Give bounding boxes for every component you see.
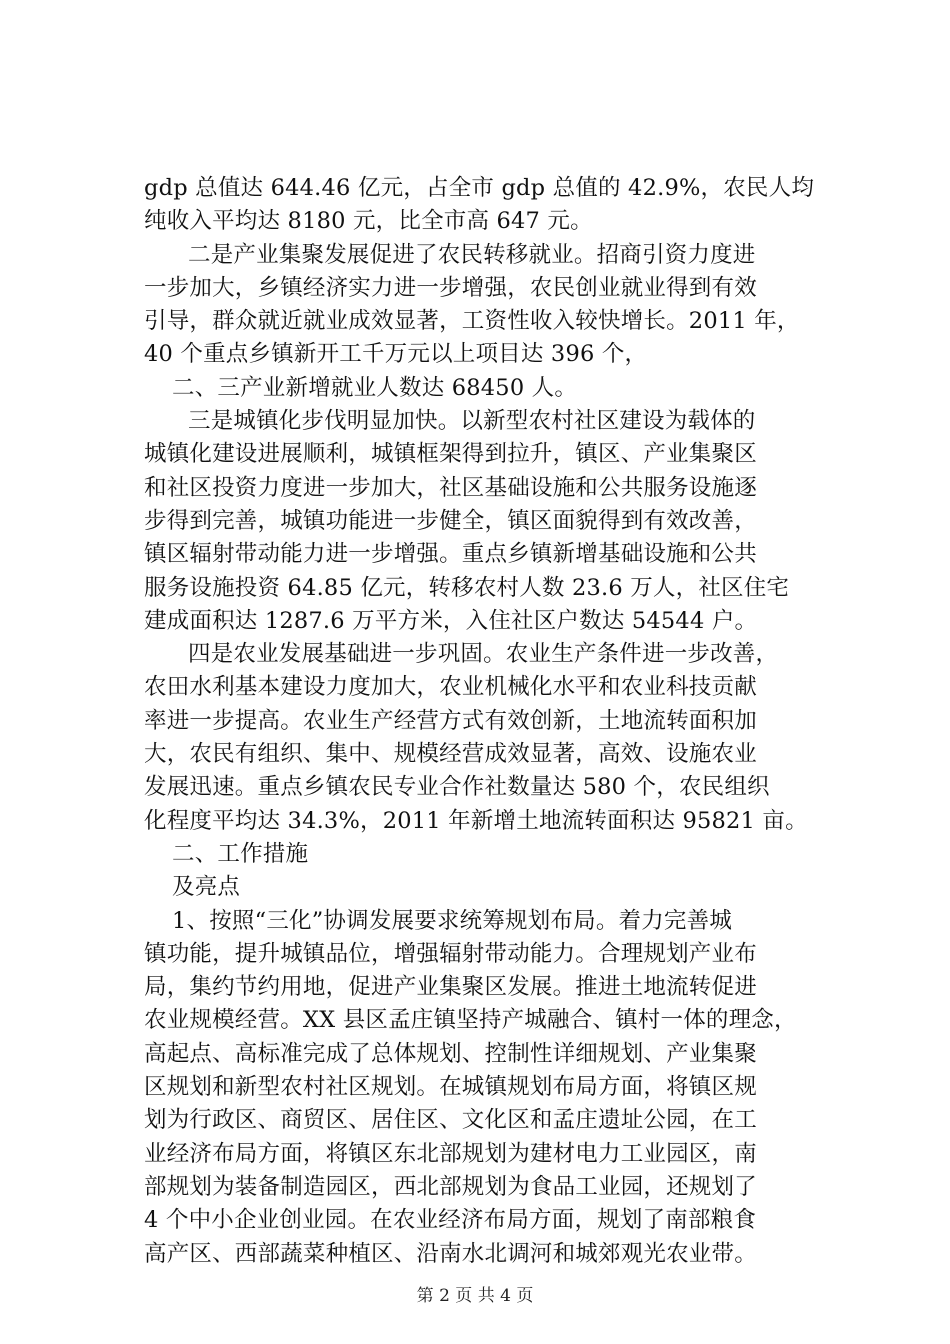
text-line: 纯收入平均达 8180 元，比全市高 647 元。 <box>144 208 593 235</box>
paragraph-start-line: 四是农业发展基础进一步巩固。农业生产条件进一步改善， <box>188 641 779 668</box>
text-line: 和社区投资力度进一步加大，社区基础设施和公共服务设施逐 <box>144 474 757 501</box>
text-line: 高起点、高标准完成了总体规划、控制性详细规划、产业集聚 <box>144 1040 757 1067</box>
paragraph-start-line: 二是产业集聚发展促进了农民转移就业。招商引资力度进 <box>188 241 756 268</box>
text-line: 一步加大，乡镇经济实力进一步增强，农民创业就业得到有效 <box>144 274 757 301</box>
text-line: 引导，群众就近就业成效显著，工资性收入较快增长。2011 年， <box>144 308 800 335</box>
text-line: 化程度平均达 34.3%，2011 年新增土地流转面积达 95821 亩。 <box>144 807 808 834</box>
text-line: 40 个重点乡镇新开工千万元以上项目达 396 个， <box>144 341 648 368</box>
text-line: 农田水利基本建设力度加大，农业机械化水平和农业科技贡献 <box>144 674 757 701</box>
text-line: 划为行政区、商贸区、居住区、文化区和孟庄遗址公园，在工 <box>144 1107 757 1134</box>
text-line: 区规划和新型农村社区规划。在城镇规划布局方面，将镇区规 <box>144 1074 757 1101</box>
text-line: 镇功能，提升城镇品位，增强辐射带动能力。合理规划产业布 <box>144 940 757 967</box>
text-line: 步得到完善，城镇功能进一步健全，镇区面貌得到有效改善， <box>144 507 757 534</box>
paragraph-start-line: 二、三产业新增就业人数达 68450 人。 <box>172 374 578 401</box>
text-line: 率进一步提高。农业生产经营方式有效创新，土地流转面积加 <box>144 707 757 734</box>
text-line: 发展迅速。重点乡镇农民专业合作社数量达 580 个，农民组织 <box>144 774 770 801</box>
paragraph-start-line: 三是城镇化步伐明显加快。以新型农村社区建设为载体的 <box>188 408 756 435</box>
text-line: 城镇化建设进展顺利，城镇框架得到拉升，镇区、产业集聚区 <box>144 441 757 468</box>
text-line: 农业规模经营。XX 县区孟庄镇坚持产城融合、镇村一体的理念， <box>144 1007 797 1034</box>
text-line: 大，农民有组织、集中、规模经营成效显著，高效、设施农业 <box>144 741 757 768</box>
text-line: 部规划为装备制造园区，西北部规划为食品工业园，还规划了 <box>144 1173 757 1200</box>
text-line: 业经济布局方面，将镇区东北部规划为建材电力工业园区，南 <box>144 1140 757 1167</box>
text-line: gdp 总值达 644.46 亿元，占全市 gdp 总值的 42.9%，农民人均 <box>144 175 815 201</box>
text-line: 服务设施投资 64.85 亿元，转移农村人数 23.6 万人，社区住宅 <box>144 574 790 601</box>
document-body <box>144 172 844 1271</box>
text-line: 镇区辐射带动能力进一步增强。重点乡镇新增基础设施和公共 <box>144 541 757 568</box>
paragraph-start-line: 1、按照“三化”协调发展要求统筹规划布局。着力完善城 <box>172 907 733 934</box>
text-line: 4 个中小企业创业园。在农业经济布局方面，规划了南部粮食 <box>144 1207 757 1234</box>
section-heading: 二、工作措施 <box>172 840 309 867</box>
text-line: 高产区、西部蔬菜种植区、沿南水北调河和城郊观光农业带。 <box>144 1240 757 1267</box>
text-line: 建成面积达 1287.6 万平方米，入住社区户数达 54544 户。 <box>144 607 758 634</box>
text-line: 局，集约节约用地，促进产业集聚区发展。推进土地流转促进 <box>144 974 757 1001</box>
page-number-footer: 第 2 页 共 4 页 <box>416 1286 534 1306</box>
section-heading-continued: 及亮点 <box>172 874 241 901</box>
